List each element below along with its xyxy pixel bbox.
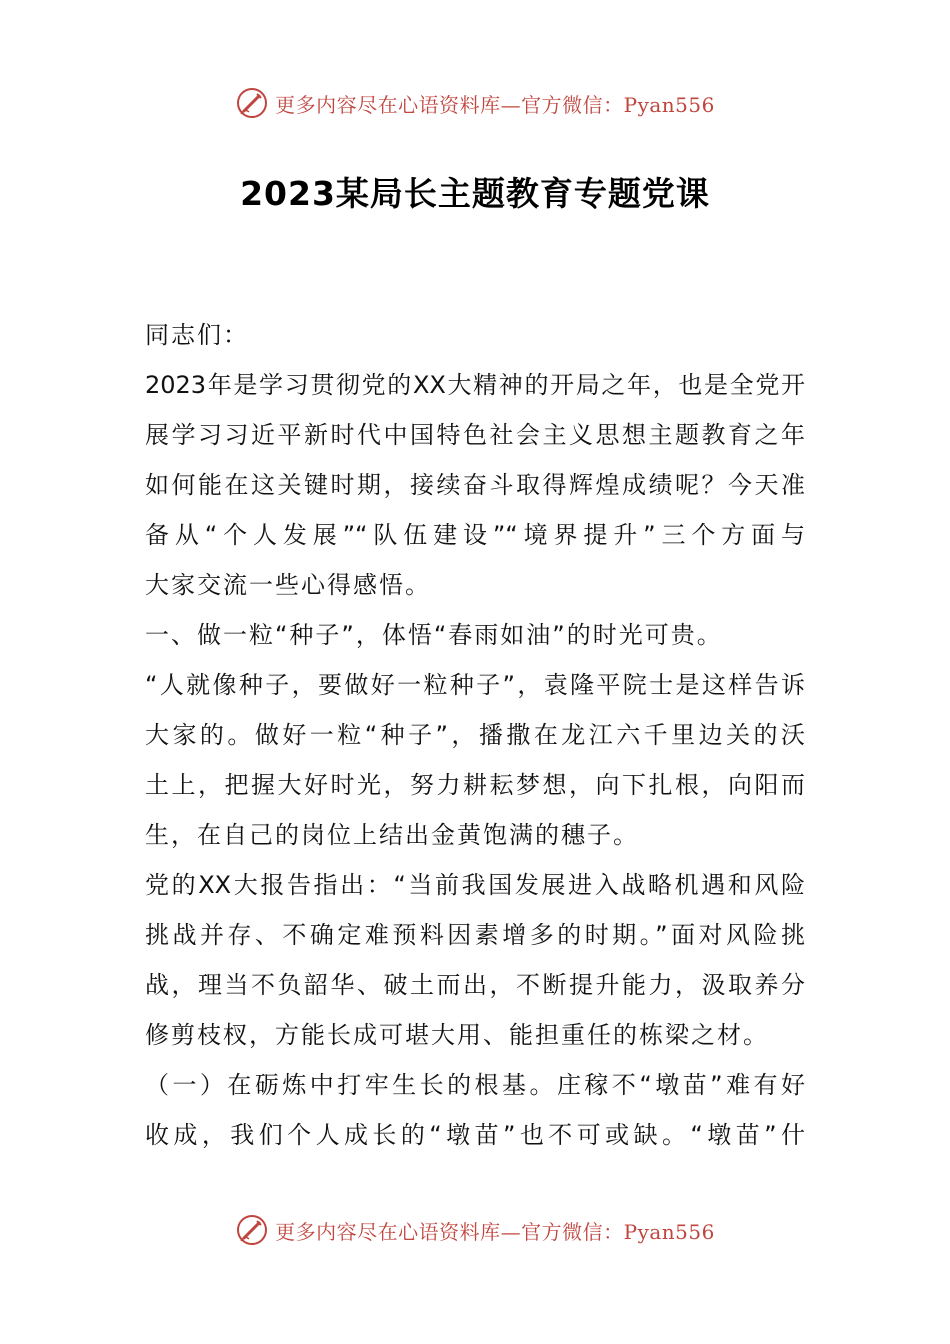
body-line: 如何能在这关键时期，接续奋斗取得辉煌成绩呢？今天准 [145,471,805,499]
body-line: 战，理当不负韶华、破土而出，不断提升能力，汲取养分 [145,971,805,999]
body-line: 大家的。做好一粒“种子”，播撒在龙江六千里边关的沃 [145,721,805,749]
document-title: 2023某局长主题教育专题党课 [240,174,710,213]
body-line: 2023年是学习贯彻党的XX大精神的开局之年，也是全党开 [145,371,805,399]
body-line: 生，在自己的岗位上结出金黄饱满的穗子。 [145,821,639,849]
body-line: 挑战并存、不确定难预料因素增多的时期。”面对风险挑 [145,921,805,949]
body-line: （一）在砺炼中打牢生长的根基。庄稼不“墩苗”难有好 [145,1071,805,1099]
footer-watermark [0,1210,950,1250]
header-watermark [0,83,950,123]
body-line: “人就像种子，要做好一粒种子”，袁隆平院士是这样告诉 [145,671,805,699]
body-line: 修剪枝杈，方能长成可堪大用、能担重任的栋梁之材。 [145,1021,769,1049]
document-body [145,310,805,1160]
body-line: 同志们： [145,321,249,349]
body-line: 党的XX大报告指出：“当前我国发展进入战略机遇和风险 [145,871,805,899]
watermark-text: 更多内容尽在心语资料库—官方微信：Pyan556 [275,92,715,117]
body-line: 收成，我们个人成长的“墩苗”也不可或缺。“墩苗”什 [145,1121,805,1149]
body-line: 展学习习近平新时代中国特色社会主义思想主题教育之年 [145,421,805,449]
pen-logo-icon [235,1213,269,1247]
body-line: 土上，把握大好时光，努力耕耘梦想，向下扎根，向阳而 [145,771,805,799]
pen-logo-icon [235,86,269,120]
watermark-text: 更多内容尽在心语资料库—官方微信：Pyan556 [275,1219,715,1244]
body-line: 备从“个人发展”“队伍建设”“境界提升”三个方面与 [145,521,805,549]
body-line: 大家交流一些心得感悟。 [145,571,431,599]
section-heading: 一、做一粒“种子”，体悟“春雨如油”的时光可贵。 [145,621,723,649]
